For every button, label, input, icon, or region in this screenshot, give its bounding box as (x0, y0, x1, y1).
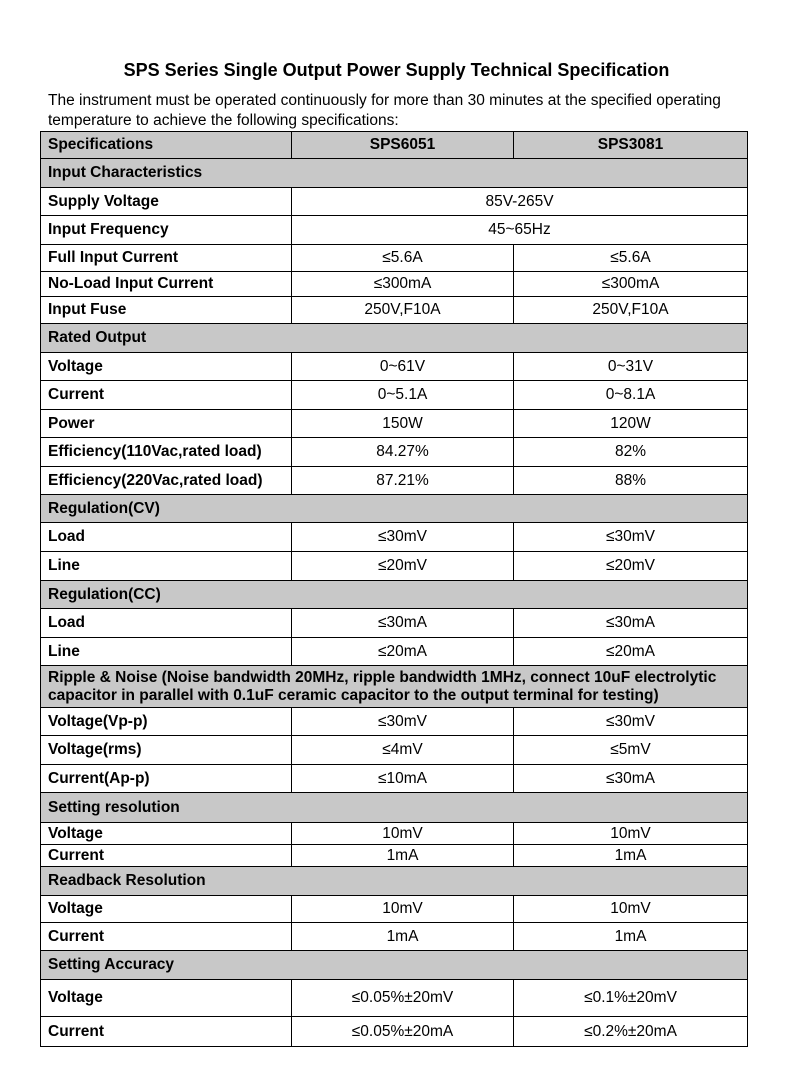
spec-value-sps3081: 88% (514, 467, 748, 495)
spec-label: Current (41, 923, 292, 951)
spec-label: Voltage (41, 823, 292, 845)
spec-value-sps3081: ≤30mA (514, 609, 748, 638)
table-row (41, 823, 748, 845)
spec-value-sps6051: ≤0.05%±20mV (292, 980, 514, 1017)
spec-label: Line (41, 638, 292, 666)
spec-value-sps3081: 250V,F10A (514, 297, 748, 324)
table-row (41, 438, 748, 467)
section-header-row (41, 867, 748, 896)
table-row (41, 467, 748, 495)
spec-label: Input Frequency (41, 216, 292, 245)
spec-label: No-Load Input Current (41, 272, 292, 297)
spec-value-sps3081: ≤300mA (514, 272, 748, 297)
table-row (41, 638, 748, 666)
spec-label: Current (41, 1017, 292, 1047)
spec-label: Voltage (41, 353, 292, 381)
spec-value-sps6051: 84.27% (292, 438, 514, 467)
spec-label: Input Fuse (41, 297, 292, 324)
spec-value-sps6051: ≤4mV (292, 736, 514, 765)
table-row (41, 552, 748, 581)
spec-label: Efficiency(220Vac,rated load) (41, 467, 292, 495)
section-header-row (41, 793, 748, 823)
table-row (41, 765, 748, 793)
spec-value-sps3081: ≤20mV (514, 552, 748, 581)
specification-table (40, 131, 748, 1047)
header-specifications: Specifications (41, 132, 292, 159)
spec-value-sps3081: 1mA (514, 845, 748, 867)
section-title: Input Characteristics (41, 159, 748, 188)
spec-label: Full Input Current (41, 245, 292, 272)
spec-value-sps6051: 1mA (292, 923, 514, 951)
section-title: Setting Accuracy (41, 951, 748, 980)
spec-value-sps6051: ≤30mV (292, 523, 514, 552)
table-row (41, 410, 748, 438)
table-row (41, 896, 748, 923)
spec-label: Voltage (41, 980, 292, 1017)
document-title: SPS Series Single Output Power Supply Technical Specification (123, 60, 670, 80)
spec-label: Current(Ap-p) (41, 765, 292, 793)
section-header-row (41, 581, 748, 609)
spec-value-sps3081: 120W (514, 410, 748, 438)
section-header-row (41, 159, 748, 188)
spec-value-sps6051: ≤30mV (292, 708, 514, 736)
spec-label: Voltage(Vp-p) (41, 708, 292, 736)
table-row (41, 297, 748, 324)
table-row (41, 923, 748, 951)
spec-label: Current (41, 381, 292, 410)
table-header-row (41, 132, 748, 159)
table-row (41, 736, 748, 765)
table-row (41, 381, 748, 410)
table-row (41, 245, 748, 272)
spec-value-sps3081: ≤0.1%±20mV (514, 980, 748, 1017)
spec-value-sps6051: ≤5.6A (292, 245, 514, 272)
spec-label: Efficiency(110Vac,rated load) (41, 438, 292, 467)
spec-value-sps3081: 0~31V (514, 353, 748, 381)
spec-label: Supply Voltage (41, 188, 292, 216)
spec-value-sps3081: ≤0.2%±20mA (514, 1017, 748, 1047)
spec-value-sps6051: 0~61V (292, 353, 514, 381)
spec-label: Voltage(rms) (41, 736, 292, 765)
table-row (41, 353, 748, 381)
spec-value-sps6051: ≤20mV (292, 552, 514, 581)
spec-value-sps6051: 0~5.1A (292, 381, 514, 410)
spec-label: Power (41, 410, 292, 438)
table-row (41, 845, 748, 867)
spec-label: Load (41, 523, 292, 552)
intro-paragraph: The instrument must be operated continuously for more than 30 minutes at the specified operating temperature to achieve the following specifications: (48, 92, 721, 129)
spec-value-sps6051: 87.21% (292, 467, 514, 495)
section-header-row (41, 495, 748, 523)
spec-value-sps3081: ≤30mA (514, 765, 748, 793)
section-header-row (41, 324, 748, 353)
table-row (41, 708, 748, 736)
table-row (41, 216, 748, 245)
spec-value-sps3081: 10mV (514, 896, 748, 923)
section-title: Regulation(CC) (41, 581, 748, 609)
section-title: Setting resolution (41, 793, 748, 823)
spec-value-sps3081: ≤30mV (514, 708, 748, 736)
section-title: Readback Resolution (41, 867, 748, 896)
header-sps3081: SPS3081 (514, 132, 748, 159)
spec-label: Line (41, 552, 292, 581)
header-sps6051: SPS6051 (292, 132, 514, 159)
spec-label: Voltage (41, 896, 292, 923)
spec-value-sps3081: 10mV (514, 823, 748, 845)
spec-value-sps3081: ≤5.6A (514, 245, 748, 272)
spec-value-sps6051: 1mA (292, 845, 514, 867)
table-row (41, 272, 748, 297)
spec-value-sps3081: ≤20mA (514, 638, 748, 666)
spec-value-sps3081: ≤30mV (514, 523, 748, 552)
spec-label: Current (41, 845, 292, 867)
section-header-row (41, 951, 748, 980)
table-row (41, 980, 748, 1017)
spec-value-sps3081: 82% (514, 438, 748, 467)
table-row (41, 523, 748, 552)
section-title: Ripple & Noise (Noise bandwidth 20MHz, ripple bandwidth 1MHz, connect 10uF electrolytic capacitor in parallel with 0.1uF ceramic capacitor to the output terminal for testing) (41, 666, 748, 708)
spec-value-shared: 45~65Hz (292, 216, 748, 245)
section-title: Rated Output (41, 324, 748, 353)
spec-value-sps6051: 10mV (292, 896, 514, 923)
spec-value-sps6051: ≤10mA (292, 765, 514, 793)
spec-value-sps6051: ≤300mA (292, 272, 514, 297)
spec-label: Load (41, 609, 292, 638)
spec-value-sps6051: ≤30mA (292, 609, 514, 638)
table-row (41, 1017, 748, 1047)
spec-value-sps3081: 1mA (514, 923, 748, 951)
spec-value-shared: 85V-265V (292, 188, 748, 216)
spec-value-sps6051: ≤0.05%±20mA (292, 1017, 514, 1047)
spec-value-sps3081: ≤5mV (514, 736, 748, 765)
table-row (41, 609, 748, 638)
spec-value-sps3081: 0~8.1A (514, 381, 748, 410)
spec-value-sps6051: 10mV (292, 823, 514, 845)
section-title: Regulation(CV) (41, 495, 748, 523)
spec-value-sps6051: 250V,F10A (292, 297, 514, 324)
table-row (41, 188, 748, 216)
spec-value-sps6051: ≤20mA (292, 638, 514, 666)
section-header-row (41, 666, 748, 708)
spec-value-sps6051: 150W (292, 410, 514, 438)
